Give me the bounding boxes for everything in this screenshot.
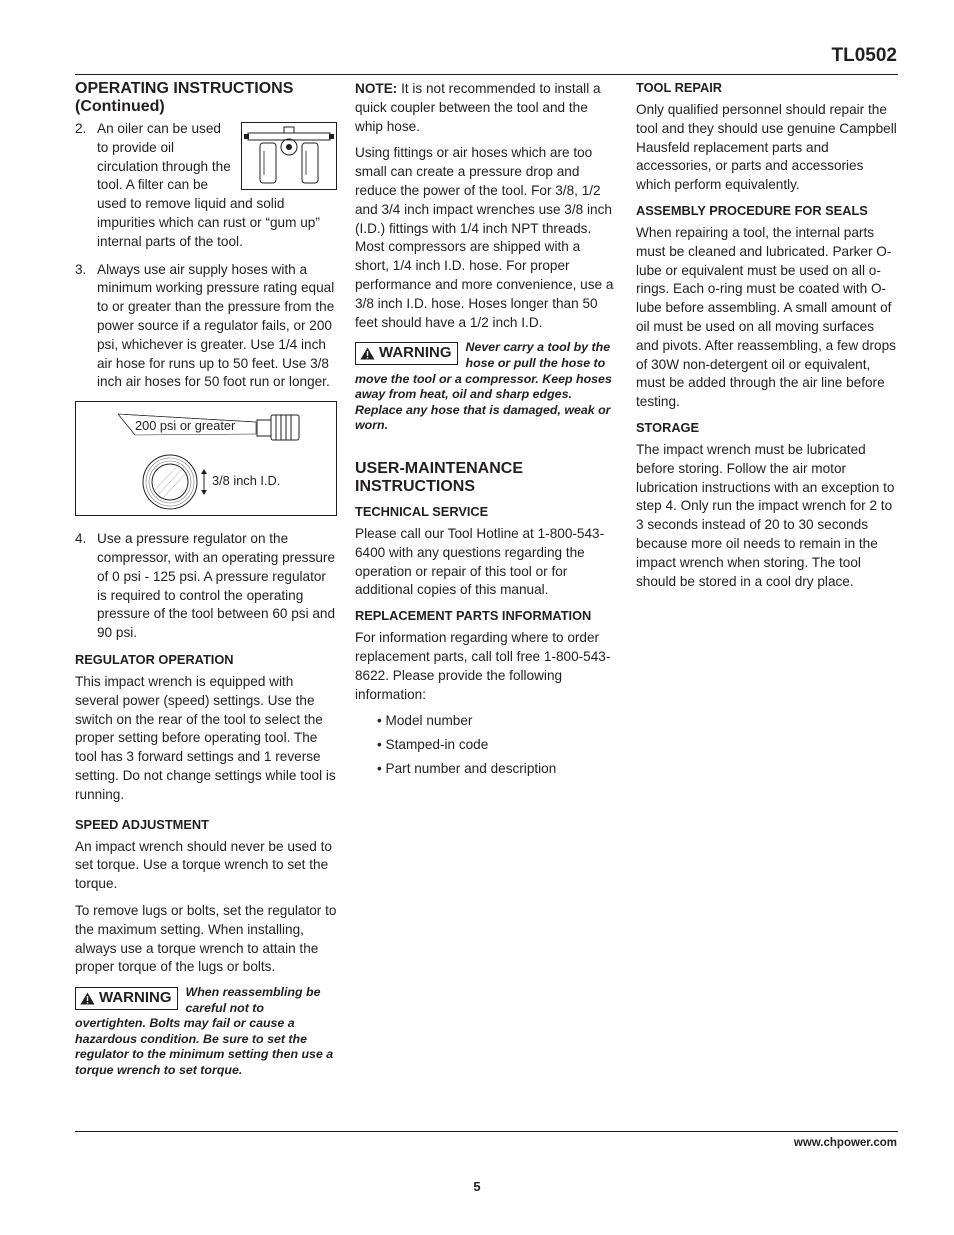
oiler-filter-illustration — [241, 122, 337, 190]
title-line-2: (Continued) — [75, 98, 165, 115]
seals-text: When repairing a tool, the internal parts must be cleaned and lubricated. Parker O-lube or equivalent must be used on all o-rings. Each o-ring must be coated with O-lube before assembling. A small amount of oil must be used on all moving surfaces and pivots. After reassembling, a few drops of 30W non-detergent oil or equivalent, must be added through the air line before testing. — [636, 224, 896, 410]
column-repair-storage — [636, 80, 898, 599]
item-number: 3. — [75, 261, 87, 277]
warning-badge — [355, 342, 458, 365]
regulator-text: This impact wrench is equipped with several power (speed) settings. Use the switch on the rear of the tool to select the proper setting before operating tool. The tool has 3 forward settings and 1 reverse setting. Do not change settings while tool is running. — [75, 673, 336, 802]
item-number: 4. — [75, 531, 87, 547]
warning-label: WARNING — [379, 344, 452, 362]
fittings-text: Using fittings or air hoses which are too small can create a pressure drop and reduce the power of the tool. For 3/8, 1/2 and 3/4 inch impact wrenches use 3/8 inch (I.D.) fittings with 1/4 inch NPT threads. Most compressors are shipped with a short, 1/4 inch I.D. hose. For proper performance and more convenience, use a 3/8 inch I.D. hose. Hoses longer than 50 feet should have a 1/2 inch I.D. — [355, 145, 614, 330]
title-line-1: USER-MAINTENANCE — [355, 459, 523, 477]
hose-pressure-label: 200 psi or greater — [135, 418, 236, 434]
warning-label: WARNING — [99, 989, 172, 1007]
title-line-1: OPERATING INSTRUCTIONS — [75, 80, 294, 97]
parts-heading: REPLACEMENT PARTS INFORMATION — [355, 608, 592, 624]
list-item: • Stamped-in code — [377, 737, 489, 753]
note-paragraph — [355, 80, 617, 136]
column-hoses-maintenance — [355, 80, 617, 784]
warning-overtighten — [75, 985, 337, 1079]
regulator-heading: REGULATOR OPERATION — [75, 651, 234, 667]
list-item: • Model number — [377, 713, 473, 729]
hose-figure — [75, 401, 337, 516]
section-title-operating — [75, 80, 337, 116]
bottom-rule — [75, 1131, 898, 1132]
tool-repair-text: Only qualified personnel should repair the tool and they should use genuine Campbell Hausfeld replacement parts and accessories, or parts and accessories which perform equivalently. — [636, 102, 897, 193]
website-url: www.chpower.com — [793, 1137, 897, 1149]
section-title-maintenance — [355, 460, 617, 496]
warning-hose — [355, 340, 617, 434]
warning-badge — [75, 987, 178, 1010]
seals-heading: ASSEMBLY PROCEDURE FOR SEALS — [636, 202, 868, 218]
item-number: 2. — [75, 121, 87, 136]
note-text: It is not recommended to install a quick coupler between the tool and the whip hose. — [355, 81, 601, 134]
tech-service-text: Please call our Tool Hotline at 1-800-543-6400 with any questions regarding the operation or repair of this tool or for additional copies of this manual. — [355, 525, 605, 598]
note-label: NOTE: — [355, 81, 398, 96]
list-item: • Part number and description — [377, 760, 557, 776]
speed-heading: SPEED ADJUSTMENT — [75, 816, 209, 832]
page-number: 5 — [473, 1179, 481, 1194]
hose-diameter-label: 3/8 inch I.D. — [212, 473, 281, 489]
warning-text: When reassembling be careful not to overtighten. Bolts may fail or cause a hazardous condition. Be sure to set the regulator to the minimum setting then use a torque wrench to set torque. — [75, 985, 334, 1078]
column-operating — [75, 80, 337, 1079]
item-text: Use a pressure regulator on the compressor, with an operating pressure of 0 psi - 125 psi. A pressure regulator is required to control the operating pressure of the tool between 60 psi and 90 psi. — [97, 531, 336, 641]
storage-text: The impact wrench must be lubricated before storing. Follow the air motor lubrication instructions with an exception to step 4. Only run the impact wrench for 2 to 3 seconds instead of 20 to 30 seconds because more oil needs to remain in the impact wrench when storing. The tool should be stored in a cool dry place. — [636, 441, 895, 589]
speed-text-2: To remove lugs or bolts, set the regulator to the maximum setting. When installing, always use a torque wrench to attain the proper torque of the lugs or bolts. — [75, 902, 337, 975]
list-item-3 — [75, 261, 337, 393]
warning-triangle-icon — [80, 992, 95, 1005]
list-item-4 — [75, 530, 337, 643]
warning-text: Never carry a tool by the hose or pull the hose to move the tool or a compressor. Keep hoses away from heat, oil and sharp edges. Replace any hose that is damaged, weak or worn. — [355, 340, 612, 433]
tech-service-heading: TECHNICAL SERVICE — [355, 503, 489, 519]
storage-heading: STORAGE — [636, 419, 700, 435]
title-line-2: INSTRUCTIONS — [355, 477, 475, 495]
warning-triangle-icon — [360, 347, 375, 360]
list-item-2 — [75, 120, 337, 252]
model-number: TL0502 — [831, 45, 897, 66]
speed-text-1: An impact wrench should never be used to set torque. Use a torque wrench to set the torque. — [75, 838, 332, 892]
parts-text: For information regarding where to order replacement parts, call toll free 1-800-543-8622. Please provide the following information: — [355, 630, 611, 702]
tool-repair-heading: TOOL REPAIR — [636, 80, 723, 95]
item-text: Always use air supply hoses with a minimum working pressure rating equal to or greater than the pressure from the power source if a regulator fails, or 200 psi, whichever is greater. Use 1/4 inch air hose for runs up to 50 feet. Use 3/8 inch air hoses for 50 foot run or longer. — [97, 261, 335, 390]
top-rule — [75, 74, 898, 75]
item-text: An oiler can be used to provide oil circulation through the tool. A filter can be used to remove liquid and solid impurities which can rust or “gum up” internal parts of the tool. — [97, 121, 320, 249]
